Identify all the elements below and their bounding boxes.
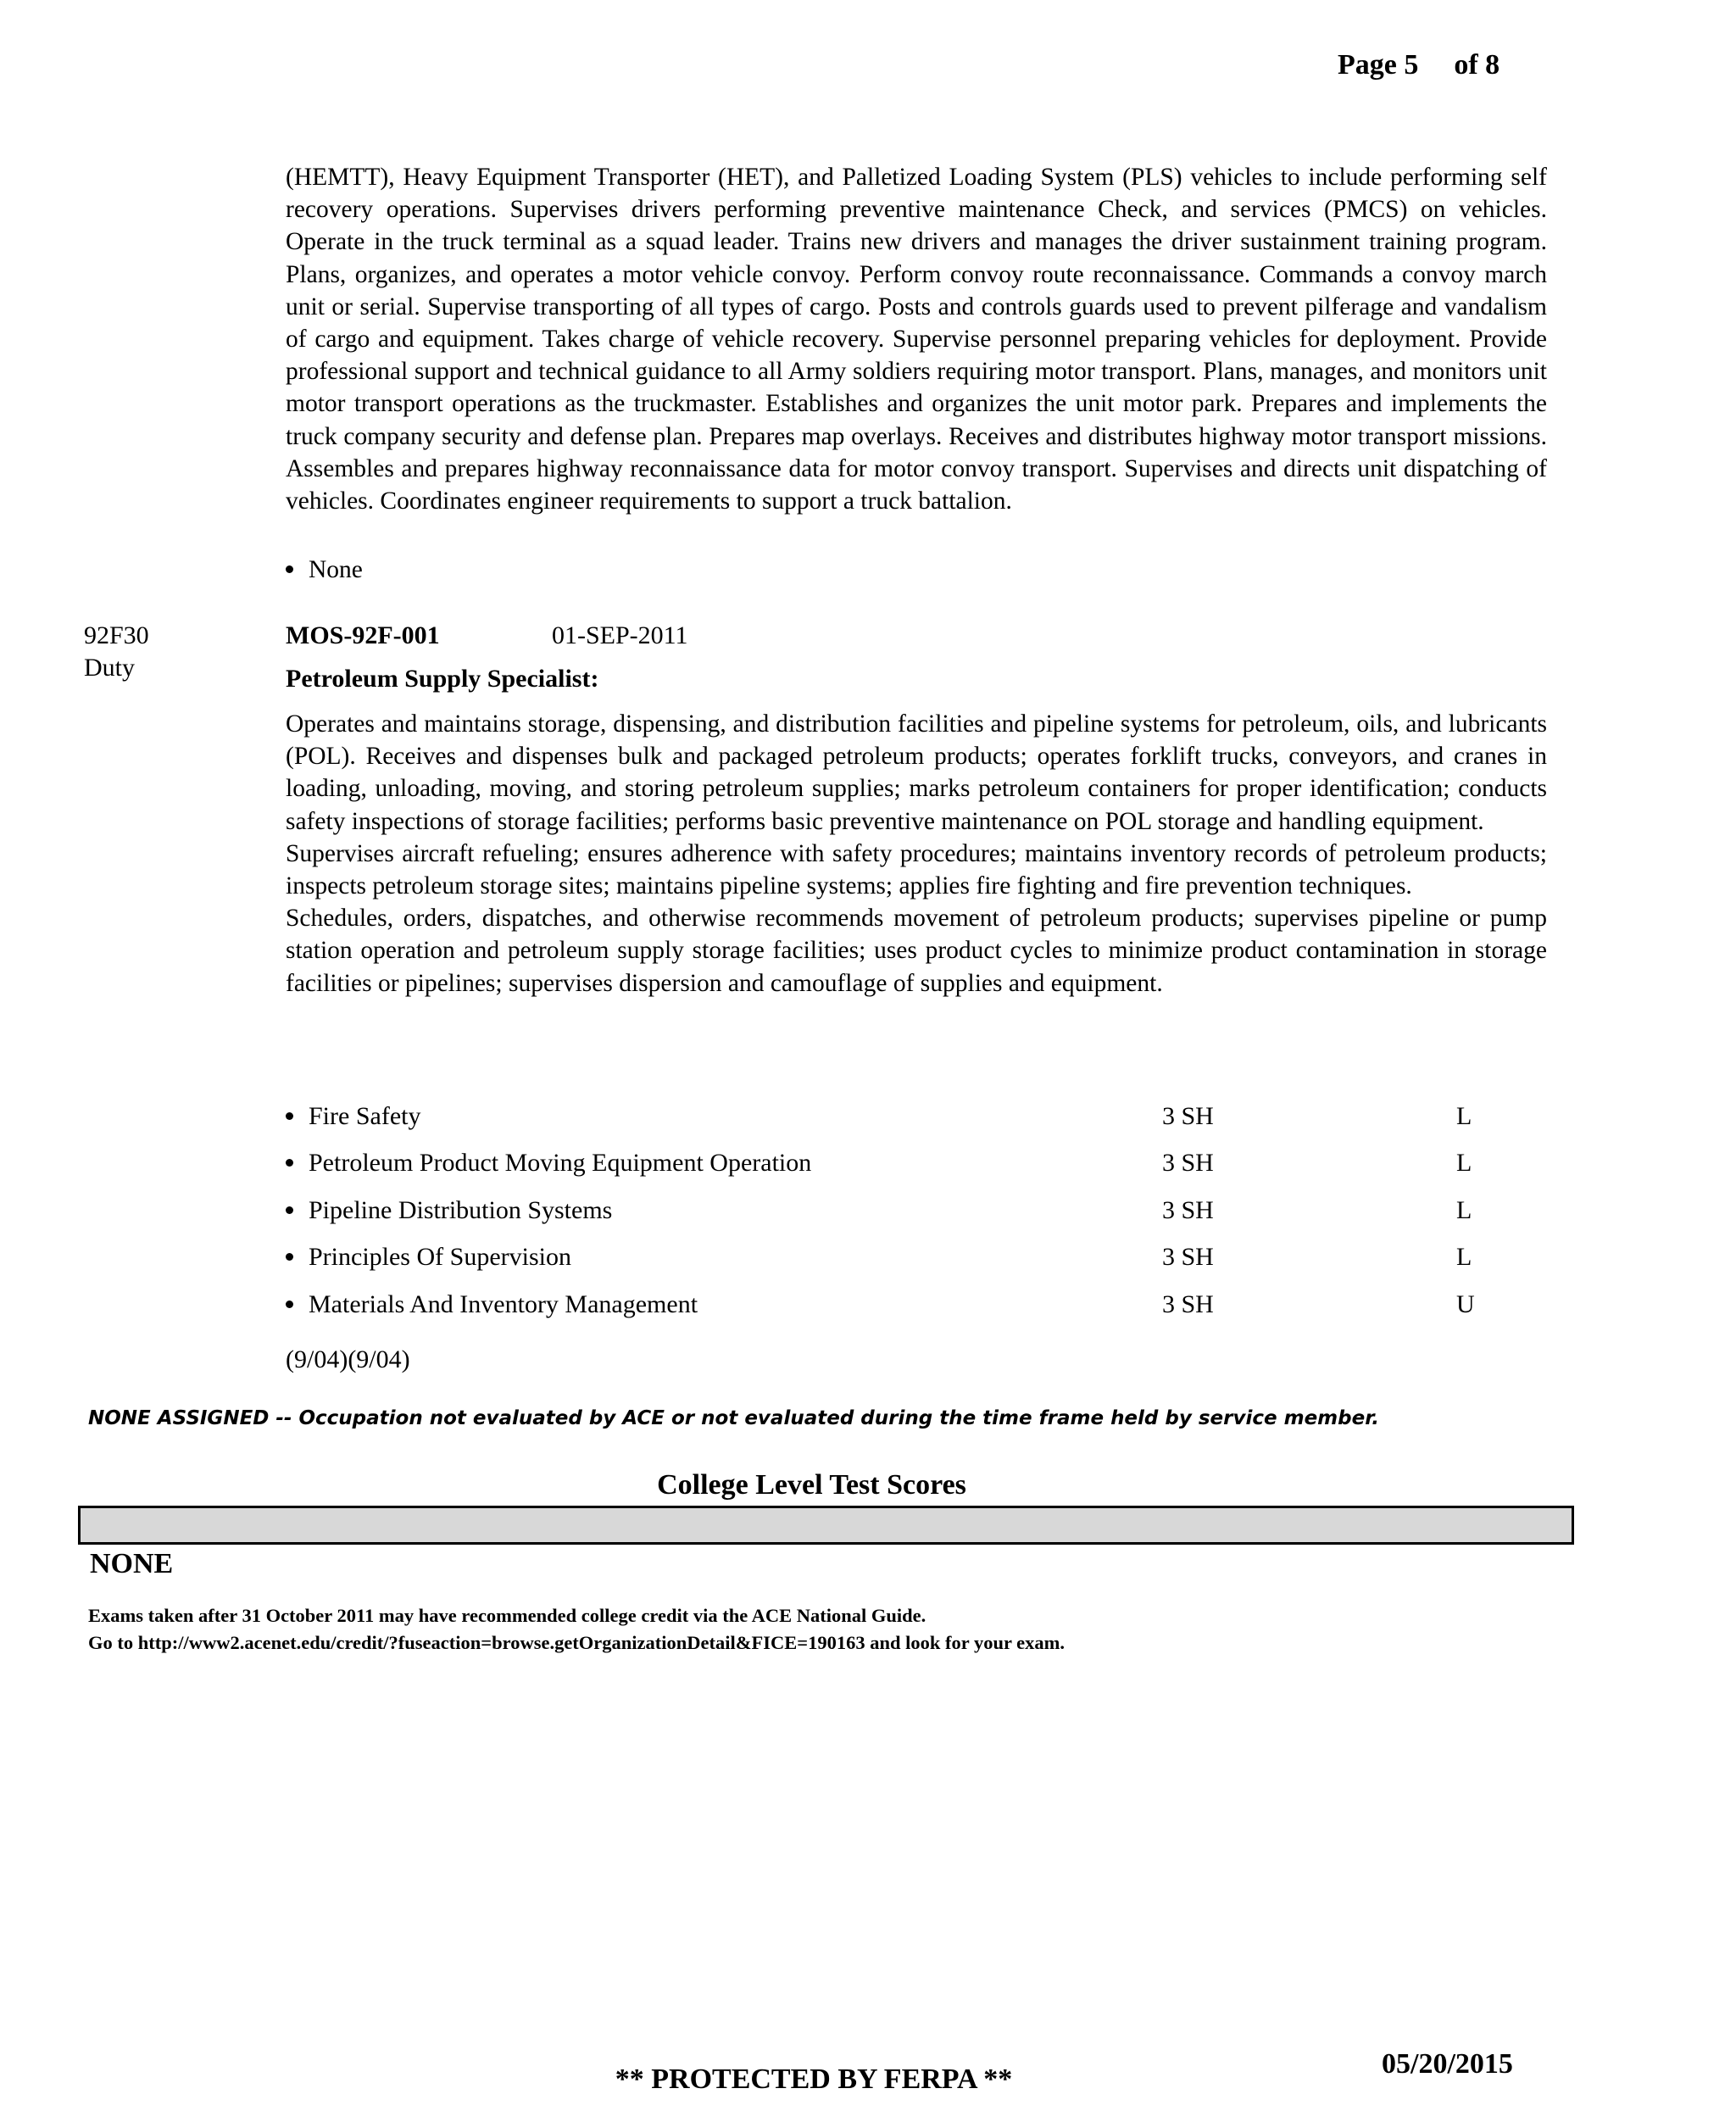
prev-entry-paragraph: (HEMTT), Heavy Equipment Transporter (HET), and Palletized Loading System (PLS) vehicles to include performing self recovery operations. Supervises drivers performing preventive maintenance Check, and services (PMCS) on vehicles. Operate in the truck terminal as a squad leader. Trains new drivers and manages the driver sustainment training program. Plans, organizes, and operates a motor vehicle convoy. Perform convoy route reconnaissance. Commands a convoy march unit or serial. Supervise transporting of all types of cargo. Posts and controls guards used to prevent pilferage and vandalism of cargo and equipment. Takes charge of vehicle recovery. Supervise personnel preparing vehicles for deployment. Provide professional support and technical guidance to all Army soldiers requiring motor transport. Plans, manages, and monitors unit motor transport operations as the truckmaster. Establishes and organizes the unit motor park. Prepares and implements the truck company security and defense plan. Prepares map overlays. Receives and distributes highway motor transport missions. Assembles and prepares highway reconnaissance data for motor convoy transport. Supervises and directs unit dispatching of vehicles. Coordinates engineer requirements to support a truck battalion. xyxy=(286,164,1547,515)
bullet-icon xyxy=(286,1300,293,1308)
exam-note-line-1: Exams taken after 31 October 2011 may have recommended college credit via the ACE National Guide. xyxy=(88,1605,926,1626)
course-name: Petroleum Product Moving Equipment Operation xyxy=(309,1149,812,1177)
course-name: Fire Safety xyxy=(309,1102,421,1130)
entry-type: Duty xyxy=(84,654,135,682)
bullet-icon xyxy=(286,565,293,573)
entry-id: MOS-92F-001 xyxy=(286,621,440,649)
test-scores-value: NONE xyxy=(90,1548,174,1579)
bullet-icon xyxy=(286,1159,293,1167)
course-level: U xyxy=(1456,1290,1475,1318)
course-item xyxy=(286,1243,571,1272)
entry-paragraph: Operates and maintains storage, dispensing, and distribution facilities and pipeline systems for petroleum, oils, and lubricants (POL). Receives and dispenses bulk and packaged petroleum products; operates forklift trucks, conveyors, and cranes in loading, unloading, moving, and storing petroleum supplies; marks petroleum containers for proper identification; conducts safety inspections of storage facilities; performs basic preventive maintenance on POL storage and handling equipment. xyxy=(286,710,1547,835)
course-credit: 3 SH xyxy=(1162,1243,1214,1271)
course-item xyxy=(286,1196,612,1225)
course-item xyxy=(286,1102,420,1131)
entry-dates-note: (9/04)(9/04) xyxy=(286,1345,410,1373)
prev-entry-description xyxy=(286,161,1547,517)
course-level: L xyxy=(1456,1243,1472,1271)
entry-paragraph: Schedules, orders, dispatches, and otherwise recommends movement of petroleum products; supervises pipeline or pump station operation and petroleum supply storage facilities; uses product cycles to minimize product contamination in storage facilities or pipelines; supervises dispersion and camouflage of supplies and equipment. xyxy=(286,905,1547,997)
page-total-label: of 8 xyxy=(1454,49,1500,81)
entry-description xyxy=(286,708,1547,1000)
course-name: Pipeline Distribution Systems xyxy=(309,1196,613,1224)
entry-title: Petroleum Supply Specialist: xyxy=(286,665,599,693)
course-name: Materials And Inventory Management xyxy=(309,1290,698,1318)
bullet-icon xyxy=(286,1112,293,1120)
section-header-bar xyxy=(78,1506,1574,1545)
page-number xyxy=(1338,49,1500,81)
course-level: L xyxy=(1456,1149,1472,1177)
exam-note-line-2: Go to http://www2.acenet.edu/credit/?fuseaction=browse.getOrganizationDetail&FICE=190163 and look for your exam. xyxy=(88,1632,1066,1653)
course-item xyxy=(286,1149,811,1178)
course-credit: 3 SH xyxy=(1162,1290,1214,1318)
entry-date: 01-SEP-2011 xyxy=(552,621,688,649)
page-label: Page 5 xyxy=(1338,49,1419,81)
bullet-icon xyxy=(286,1206,293,1214)
course-level: L xyxy=(1456,1102,1472,1130)
prev-entry-bullet-text: None xyxy=(309,556,363,583)
course-credit: 3 SH xyxy=(1162,1149,1214,1177)
course-credit: 3 SH xyxy=(1162,1102,1214,1130)
footer-date: 05/20/2015 xyxy=(1382,2048,1513,2080)
course-credit: 3 SH xyxy=(1162,1196,1214,1224)
ferpa-notice: ** PROTECTED BY FERPA ** xyxy=(615,2064,1013,2095)
bullet-icon xyxy=(286,1253,293,1261)
none-assigned-note: NONE ASSIGNED -- Occupation not evaluated by ACE or not evaluated during the time frame held by service member. xyxy=(88,1407,1379,1429)
entry-code: 92F30 xyxy=(84,621,149,649)
section-title-test-scores: College Level Test Scores xyxy=(657,1469,966,1501)
prev-entry-bullet xyxy=(286,556,363,584)
entry-paragraph: Supervises aircraft refueling; ensures adherence with safety procedures; maintains inventory records of petroleum products; inspects petroleum storage sites; maintains pipeline systems; applies fire fighting and fire prevention techniques. xyxy=(286,839,1547,900)
course-name: Principles Of Supervision xyxy=(309,1243,571,1271)
course-level: L xyxy=(1456,1196,1472,1224)
course-item xyxy=(286,1290,698,1319)
